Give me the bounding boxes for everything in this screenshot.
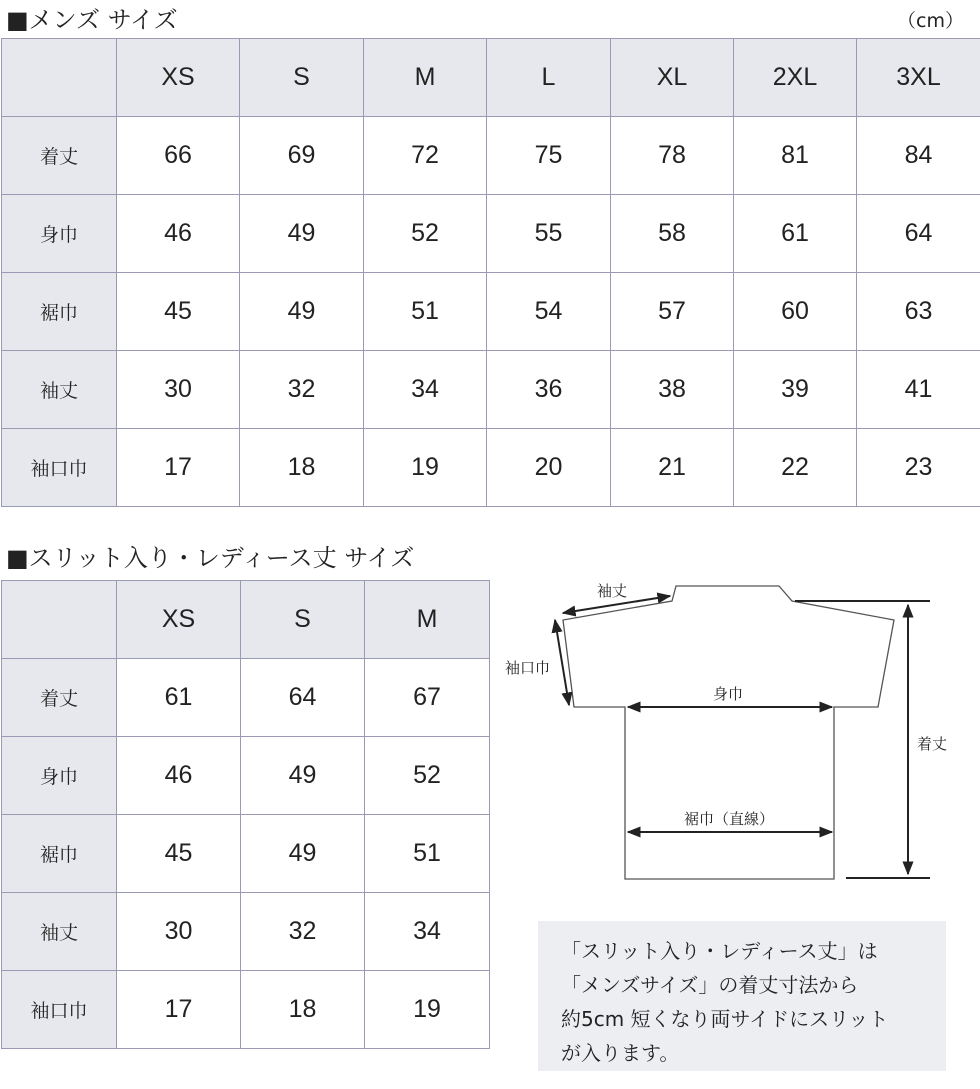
value-cell: 32 bbox=[240, 351, 364, 429]
value-cell: 51 bbox=[364, 273, 487, 351]
value-cell: 49 bbox=[240, 273, 364, 351]
mens-size-heading: ■メンズ サイズ bbox=[6, 6, 178, 34]
value-cell: 22 bbox=[734, 429, 857, 507]
value-cell: 63 bbox=[857, 273, 980, 351]
value-cell: 17 bbox=[117, 971, 241, 1049]
sleeve-length-label: 袖丈 bbox=[597, 582, 628, 600]
value-cell: 36 bbox=[487, 351, 611, 429]
measurement-label-cell: 着丈 bbox=[2, 117, 117, 195]
size-header-cell: M bbox=[364, 39, 487, 117]
value-cell: 49 bbox=[240, 195, 364, 273]
value-cell: 54 bbox=[487, 273, 611, 351]
value-cell: 67 bbox=[365, 659, 490, 737]
value-cell: 19 bbox=[365, 971, 490, 1049]
value-cell: 41 bbox=[857, 351, 980, 429]
value-cell: 81 bbox=[734, 117, 857, 195]
value-cell: 61 bbox=[117, 659, 241, 737]
value-cell: 61 bbox=[734, 195, 857, 273]
value-cell: 34 bbox=[365, 893, 490, 971]
value-cell: 20 bbox=[487, 429, 611, 507]
measurement-label-cell: 裾巾 bbox=[2, 815, 117, 893]
value-cell: 45 bbox=[117, 815, 241, 893]
size-header-cell: S bbox=[240, 39, 364, 117]
measurement-label-cell: 着丈 bbox=[2, 659, 117, 737]
length-label: 着丈 bbox=[917, 735, 948, 753]
note-line: が入ります。 bbox=[561, 1041, 680, 1065]
ladies-size-heading: ■スリット入り・レディース丈 サイズ bbox=[6, 544, 415, 572]
value-cell: 57 bbox=[611, 273, 734, 351]
size-header-cell: M bbox=[365, 581, 490, 659]
value-cell: 18 bbox=[241, 971, 365, 1049]
value-cell: 84 bbox=[857, 117, 980, 195]
measurement-label-cell: 袖丈 bbox=[2, 351, 117, 429]
measurement-label-cell: 身巾 bbox=[2, 195, 117, 273]
value-cell: 49 bbox=[241, 815, 365, 893]
value-cell: 38 bbox=[611, 351, 734, 429]
value-cell: 23 bbox=[857, 429, 980, 507]
slit-note-box bbox=[538, 921, 946, 1071]
size-header-cell: XS bbox=[117, 581, 241, 659]
body-width-label: 身巾 bbox=[713, 685, 744, 703]
size-header-cell: 2XL bbox=[734, 39, 857, 117]
value-cell: 34 bbox=[364, 351, 487, 429]
hem-width-label: 裾巾（直線） bbox=[684, 810, 775, 828]
value-cell: 69 bbox=[240, 117, 364, 195]
unit-label: （cm） bbox=[897, 10, 964, 32]
value-cell: 78 bbox=[611, 117, 734, 195]
value-cell: 75 bbox=[487, 117, 611, 195]
value-cell: 55 bbox=[487, 195, 611, 273]
note-line: 「スリット入り・レディース丈」は bbox=[561, 939, 878, 963]
value-cell: 66 bbox=[117, 117, 240, 195]
size-header-cell: L bbox=[487, 39, 611, 117]
value-cell: 30 bbox=[117, 893, 241, 971]
size-header-cell: 3XL bbox=[857, 39, 980, 117]
cuff-width-label: 袖口巾 bbox=[505, 659, 551, 677]
value-cell: 18 bbox=[240, 429, 364, 507]
tshirt-outline bbox=[563, 586, 894, 879]
value-cell: 39 bbox=[734, 351, 857, 429]
size-header-cell: S bbox=[241, 581, 365, 659]
size-header-cell: XS bbox=[117, 39, 240, 117]
value-cell: 72 bbox=[364, 117, 487, 195]
measurement-label-cell: 袖丈 bbox=[2, 893, 117, 971]
note-line: 約5cm 短くなり両サイドにスリット bbox=[561, 1007, 889, 1031]
value-cell: 32 bbox=[241, 893, 365, 971]
note-line: 「メンズサイズ」の着丈寸法から bbox=[561, 973, 859, 997]
measurement-label-cell: 裾巾 bbox=[2, 273, 117, 351]
value-cell: 45 bbox=[117, 273, 240, 351]
value-cell: 58 bbox=[611, 195, 734, 273]
value-cell: 52 bbox=[365, 737, 490, 815]
measurement-label-cell: 袖口巾 bbox=[2, 971, 117, 1049]
measurement-label-cell: 袖口巾 bbox=[2, 429, 117, 507]
value-cell: 19 bbox=[364, 429, 487, 507]
value-cell: 21 bbox=[611, 429, 734, 507]
value-cell: 60 bbox=[734, 273, 857, 351]
value-cell: 46 bbox=[117, 195, 240, 273]
value-cell: 46 bbox=[117, 737, 241, 815]
size-header-cell: XL bbox=[611, 39, 734, 117]
cuff-width-arrow bbox=[555, 620, 569, 705]
value-cell: 51 bbox=[365, 815, 490, 893]
value-cell: 52 bbox=[364, 195, 487, 273]
value-cell: 30 bbox=[117, 351, 240, 429]
value-cell: 64 bbox=[857, 195, 980, 273]
value-cell: 49 bbox=[241, 737, 365, 815]
value-cell: 17 bbox=[117, 429, 240, 507]
measurement-label-cell: 身巾 bbox=[2, 737, 117, 815]
value-cell: 64 bbox=[241, 659, 365, 737]
